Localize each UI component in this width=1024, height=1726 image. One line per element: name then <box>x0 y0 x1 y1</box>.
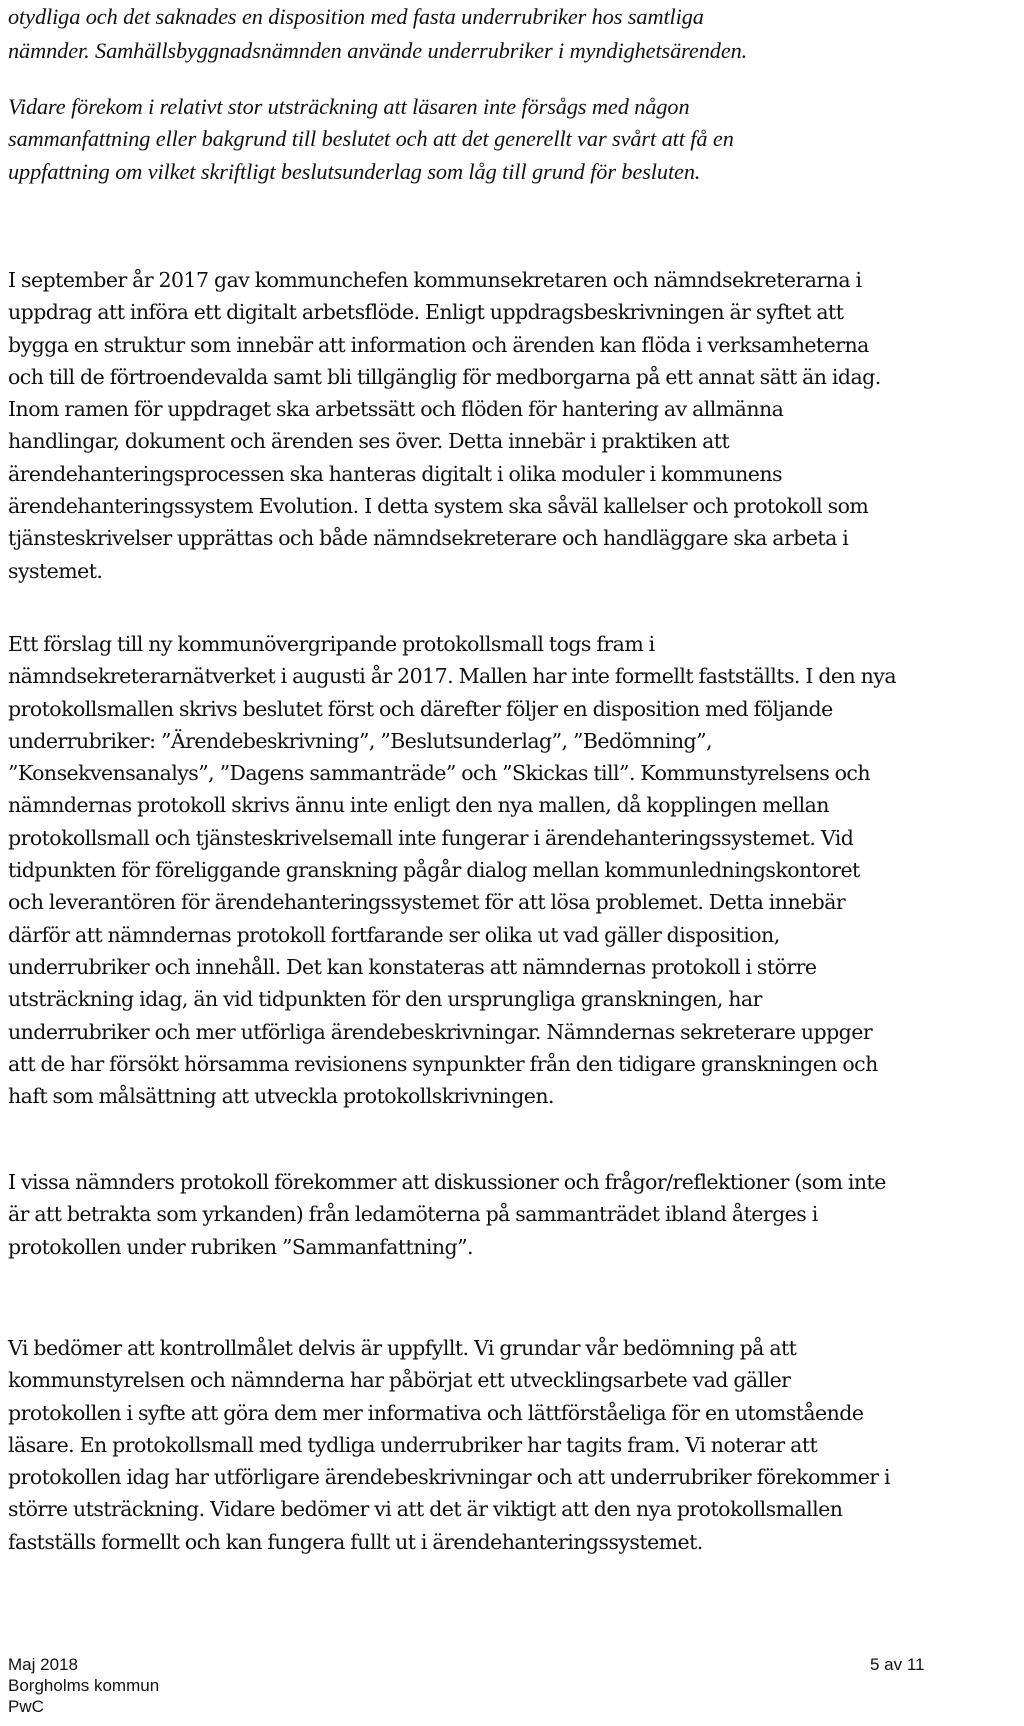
body-paragraph-discussions: I vissa nämnders protokoll förekommer att diskussioner och frågor/reflektioner (som inte är att betrakta som yrkanden) från ledamöterna på sammanträdet ibland återges i protokollen under rubriken ”Sammanfattning”. <box>8 1170 886 1259</box>
body-paragraph-protocol-template: Ett förslag till ny kommunövergripande protokollsmall togs fram i nämndsekreterarnätverket i augusti år 2017. Mallen har inte formellt fastställts. I den nya protokollsmallen skrivs beslutet först och därefter följer en disposition med följande underrubriker: ”Ärendebeskrivning”, ”Beslutsunderlag”, ”Bedömning”, ”Konsekvensanalys”, ”Dagens sammanträde” och ”Skickas till”. Kommunstyrelsens och nämndernas protokoll skrivs ännu inte enligt den nya mallen, då kopplingen mellan protokollsmall och tjänsteskrivelsemall inte fungerar i ärendehanteringssystemet. Vid tidpunkten för föreliggande granskning pågår dialog mellan kommunledningskontoret och leverantören för ärendehanteringssystemet för att lösa problemet. Detta innebär därför att nämndernas protokoll fortfarande ser olika ut vad gäller disposition, underrubriker och innehåll. Det kan konstateras att nämndernas protokoll i större utsträckning idag, än vid tidpunkten för den ursprungliga granskningen, har underrubriker och mer utförliga ärendebeskrivningar. Nämndernas sekreterare uppger att de har försökt hörsamma revisionens synpunkter från den tidigare granskningen och haft som målsättning att utveckla protokollskrivningen. <box>8 632 896 1109</box>
footer-page-number: 5 av 11 <box>870 1655 925 1674</box>
footer-left <box>8 1654 159 1717</box>
intro-italic-paragraph: otydliga och det saknades en disposition med fasta underrubriker hos samtliga nämnder. Samhällsbyggnadsnämnden använde underrubriker i myndighetsärenden. <box>8 4 748 63</box>
footer-company: PwC <box>8 1697 44 1716</box>
body-paragraph-assessment: Vi bedömer att kontrollmålet delvis är uppfyllt. Vi grundar vår bedömning på att kommunstyrelsen och nämnderna har påbörjat ett utvecklingsarbete vad gäller protokollen i syfte att göra dem mer informativa och lättförståeliga för en utomstående läsare. En protokollsmall med tydliga underrubriker har tagits fram. Vi noterar att protokollen idag har utförligare ärendebeskrivningar och att underrubriker förekommer i större utsträckning. Vidare bedömer vi att det är viktigt att den nya protokollsmallen fastställs formellt och kan fungera fullt ut i ärendehanteringssystemet. <box>8 1336 891 1554</box>
body-paragraph-digital-workflow: I september år 2017 gav kommunchefen kommunsekretaren och nämndsekreterarna i uppdrag att införa ett digitalt arbetsflöde. Enligt uppdragsbeskrivningen är syftet att bygga en struktur som innebär att information och ärenden kan flöda i verksamheterna och till de förtroendevalda samt bli tillgänglig för medborgarna på ett annat sätt än idag. Inom ramen för uppdraget ska arbetssätt och flöden för hantering av allmänna handlingar, dokument och ärenden ses över. Detta innebär i praktiken att ärendehanteringsprocessen ska hanteras digitalt i olika moduler i kommunens ärendehanteringssystem Evolution. I detta system ska såväl kallelser och protokoll som tjänsteskrivelser upprättas och både nämndsekreterare och handläggare ska arbeta i systemet. <box>8 268 881 583</box>
summary-italic-paragraph: Vidare förekom i relativt stor utsträckning att läsaren inte försågs med någon sammanfattning eller bakgrund till beslutet och att det generellt var svårt att få en uppfattning om vilket skriftligt beslutsunderlag som låg till grund för besluten. <box>8 94 734 184</box>
footer-date: Maj 2018 <box>8 1655 78 1674</box>
footer-organization: Borgholms kommun <box>8 1676 160 1695</box>
